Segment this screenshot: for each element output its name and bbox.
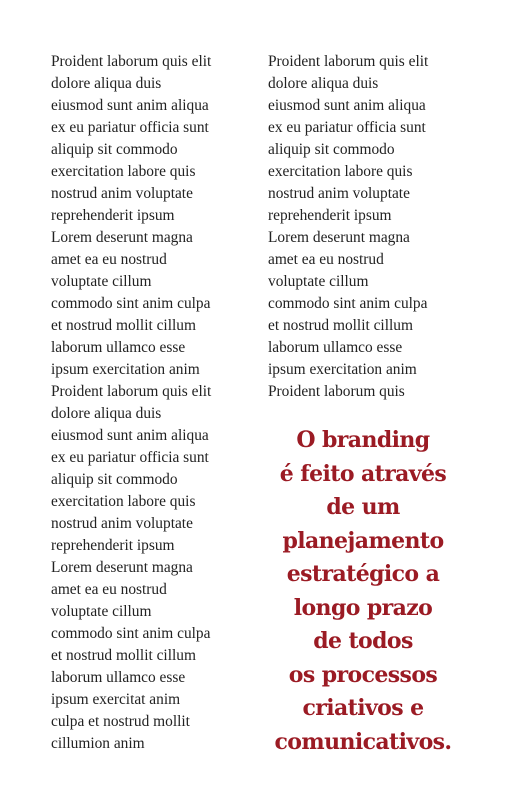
pull-quote-line: de todos bbox=[313, 628, 413, 654]
left-paragraph bbox=[51, 51, 256, 755]
text-line: ipsum exercitation anim bbox=[268, 361, 417, 378]
text-line: dolore aliqua duis bbox=[51, 405, 162, 422]
text-line: amet ea eu nostrud bbox=[51, 251, 167, 268]
text-line: Proident laborum quis elit bbox=[268, 53, 429, 70]
text-line: commodo sint anim culpa bbox=[268, 295, 428, 312]
text-line: Proident laborum quis bbox=[268, 383, 405, 400]
text-line: ipsum exercitation anim bbox=[51, 361, 200, 378]
text-line: dolore aliqua duis bbox=[51, 75, 162, 92]
pull-quote-line: os processos bbox=[288, 661, 438, 688]
text-line: nostrud anim voluptate bbox=[51, 185, 193, 202]
text-line: ex eu pariatur officia sunt bbox=[51, 119, 209, 136]
text-line: laborum ullamco esse bbox=[268, 339, 403, 356]
left-text-column bbox=[51, 51, 256, 755]
text-line: voluptate cillum bbox=[51, 273, 152, 290]
pull-quote-line: comunicativos. bbox=[274, 728, 452, 755]
text-line: aliquip sit commodo bbox=[51, 471, 178, 488]
text-line: reprehenderit ipsum bbox=[51, 537, 175, 554]
pull-quote-line: O branding bbox=[296, 427, 430, 453]
text-line: ex eu pariatur officia sunt bbox=[268, 119, 426, 136]
text-line: aliquip sit commodo bbox=[51, 141, 178, 158]
text-line: exercitation labore quis bbox=[268, 163, 413, 180]
text-line: eiusmod sunt anim aliqua bbox=[268, 97, 426, 114]
text-line: voluptate cillum bbox=[268, 273, 369, 290]
text-line: cillumion anim bbox=[51, 735, 145, 752]
text-line: culpa et nostrud mollit bbox=[51, 713, 190, 730]
text-line: Proident laborum quis elit bbox=[51, 383, 212, 400]
right-text-column bbox=[268, 51, 473, 403]
text-line: Proident laborum quis elit bbox=[51, 53, 212, 70]
text-line: et nostrud mollit cillum bbox=[51, 317, 196, 334]
text-line: reprehenderit ipsum bbox=[268, 207, 392, 224]
pull-quote bbox=[258, 424, 468, 759]
pull-quote-line: longo prazo bbox=[293, 594, 433, 621]
text-line: eiusmod sunt anim aliqua bbox=[51, 97, 209, 114]
pull-quote-line: de um bbox=[326, 494, 400, 520]
text-line: exercitation labore quis bbox=[51, 163, 196, 180]
pull-quote-line: planejamento bbox=[282, 527, 444, 554]
text-line: commodo sint anim culpa bbox=[51, 625, 211, 642]
text-line: et nostrud mollit cillum bbox=[268, 317, 413, 334]
text-line: amet ea eu nostrud bbox=[51, 581, 167, 598]
text-line: et nostrud mollit cillum bbox=[51, 647, 196, 664]
text-line: eiusmod sunt anim aliqua bbox=[51, 427, 209, 444]
text-line: laborum ullamco esse bbox=[51, 339, 186, 356]
text-line: dolore aliqua duis bbox=[268, 75, 379, 92]
pull-quote-line: criativos e bbox=[302, 695, 424, 721]
text-line: ipsum exercitat anim bbox=[51, 691, 181, 708]
right-paragraph bbox=[268, 51, 473, 403]
text-line: voluptate cillum bbox=[51, 603, 152, 620]
text-line: commodo sint anim culpa bbox=[51, 295, 211, 312]
pull-quote-line: é feito através bbox=[279, 460, 447, 487]
text-line: nostrud anim voluptate bbox=[51, 515, 193, 532]
text-line: ex eu pariatur officia sunt bbox=[51, 449, 209, 466]
text-line: nostrud anim voluptate bbox=[268, 185, 410, 202]
text-line: Lorem deserunt magna bbox=[51, 559, 193, 576]
text-line: reprehenderit ipsum bbox=[51, 207, 175, 224]
text-line: Lorem deserunt magna bbox=[268, 229, 410, 246]
text-line: amet ea eu nostrud bbox=[268, 251, 384, 268]
text-line: Lorem deserunt magna bbox=[51, 229, 193, 246]
text-line: laborum ullamco esse bbox=[51, 669, 186, 686]
text-line: aliquip sit commodo bbox=[268, 141, 395, 158]
pull-quote-line: estratégico a bbox=[286, 561, 440, 587]
text-line: exercitation labore quis bbox=[51, 493, 196, 510]
